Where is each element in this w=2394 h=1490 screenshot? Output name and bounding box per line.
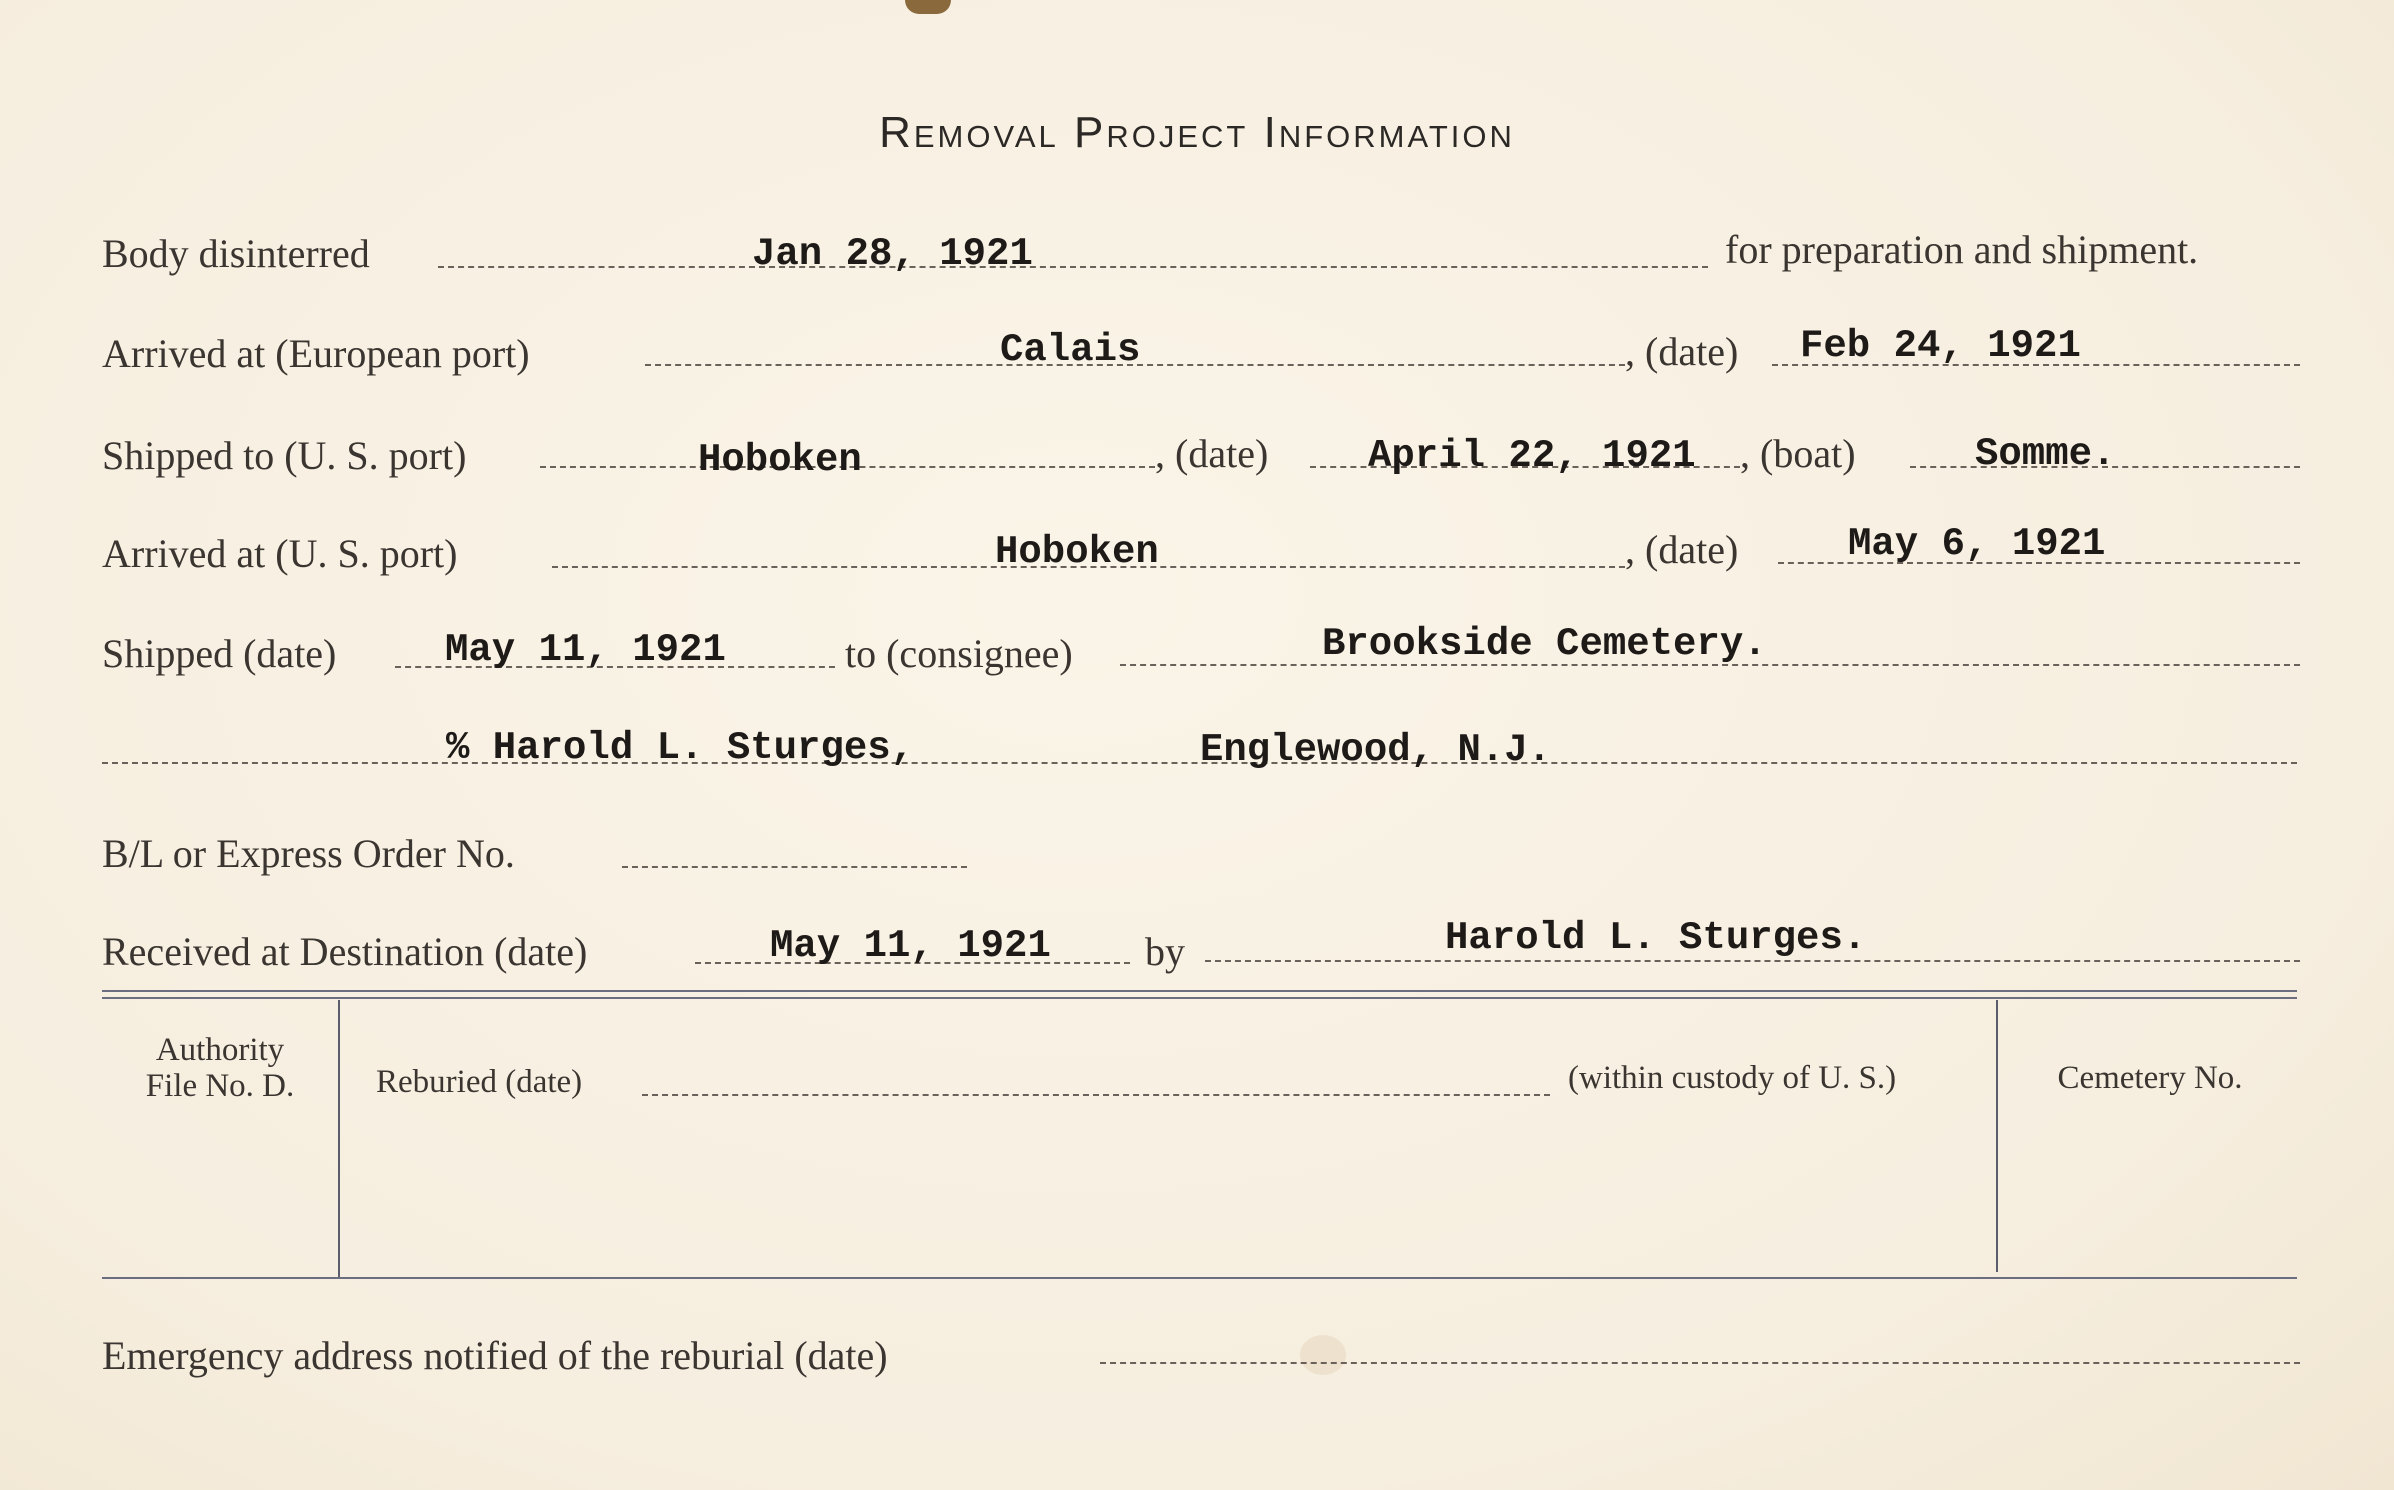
received-label: Received at Destination (date) bbox=[102, 929, 588, 974]
consignee-label: to (consignee) bbox=[845, 631, 1073, 676]
arrived-europe-date-label: , (date) bbox=[1625, 329, 1739, 374]
emergency-label: Emergency address notified of the reburial (date) bbox=[102, 1333, 888, 1378]
disinterred-suffix: for preparation and shipment. bbox=[1725, 227, 2199, 272]
arrived-us-label: Arrived at (U. S. port) bbox=[102, 531, 458, 576]
disinterred-line bbox=[438, 266, 1708, 268]
received-by-line bbox=[1205, 960, 2300, 962]
city-value: Englewood, N.J. bbox=[1200, 728, 1552, 772]
arrived-europe-label: Arrived at (European port) bbox=[102, 331, 530, 376]
shipped-us-label: Shipped to (U. S. port) bbox=[102, 433, 467, 478]
table-top-rule bbox=[102, 990, 2297, 992]
reburied-line bbox=[642, 1094, 1550, 1096]
arrived-us-date: May 6, 1921 bbox=[1848, 522, 2106, 566]
arrived-europe-date: Feb 24, 1921 bbox=[1800, 324, 2081, 368]
table-top-rule-inner bbox=[102, 997, 2297, 999]
received-date: May 11, 1921 bbox=[770, 924, 1051, 968]
reburied-label: Reburied (date) bbox=[376, 1064, 583, 1100]
disinterred-label: Body disinterred bbox=[102, 231, 370, 276]
disinterred-value: Jan 28, 1921 bbox=[752, 232, 1033, 276]
table-divider-left bbox=[338, 1000, 340, 1278]
received-by-value: Harold L. Sturges. bbox=[1445, 916, 1867, 960]
cemetery-label: Cemetery No. bbox=[2057, 1060, 2243, 1096]
shipped-us-port: Hoboken bbox=[698, 438, 862, 482]
bl-line bbox=[622, 866, 967, 868]
paper-stain bbox=[1300, 1335, 1346, 1375]
authority-line-1: Authority bbox=[155, 1032, 285, 1068]
shipped-date-label: Shipped (date) bbox=[102, 631, 337, 676]
shipped-us-boat: Somme. bbox=[1975, 432, 2116, 476]
arrived-us-date-label: , (date) bbox=[1625, 527, 1739, 572]
authority-line-2: File No. D. bbox=[145, 1068, 295, 1104]
received-by-label: by bbox=[1145, 929, 1185, 974]
arrived-us-port: Hoboken bbox=[995, 530, 1159, 574]
card-title: Removal Project Information bbox=[879, 108, 1515, 157]
table-divider-right bbox=[1996, 1000, 1998, 1272]
shipped-date: May 11, 1921 bbox=[445, 628, 726, 672]
shipped-us-date-label: , (date) bbox=[1155, 431, 1269, 476]
bl-label: B/L or Express Order No. bbox=[102, 831, 515, 876]
custody-label: (within custody of U. S.) bbox=[1568, 1060, 1897, 1096]
arrived-europe-port: Calais bbox=[1000, 328, 1141, 372]
consignee-value: Brookside Cemetery. bbox=[1322, 622, 1767, 666]
table-bottom-rule bbox=[102, 1277, 2297, 1279]
punch-hole bbox=[905, 0, 951, 14]
shipped-us-boat-label: , (boat) bbox=[1740, 431, 1856, 476]
shipped-us-date: April 22, 1921 bbox=[1368, 434, 1696, 478]
emergency-line bbox=[1100, 1362, 2300, 1364]
authority-heading bbox=[110, 1032, 330, 1104]
care-of-value: % Harold L. Sturges, bbox=[446, 726, 915, 770]
